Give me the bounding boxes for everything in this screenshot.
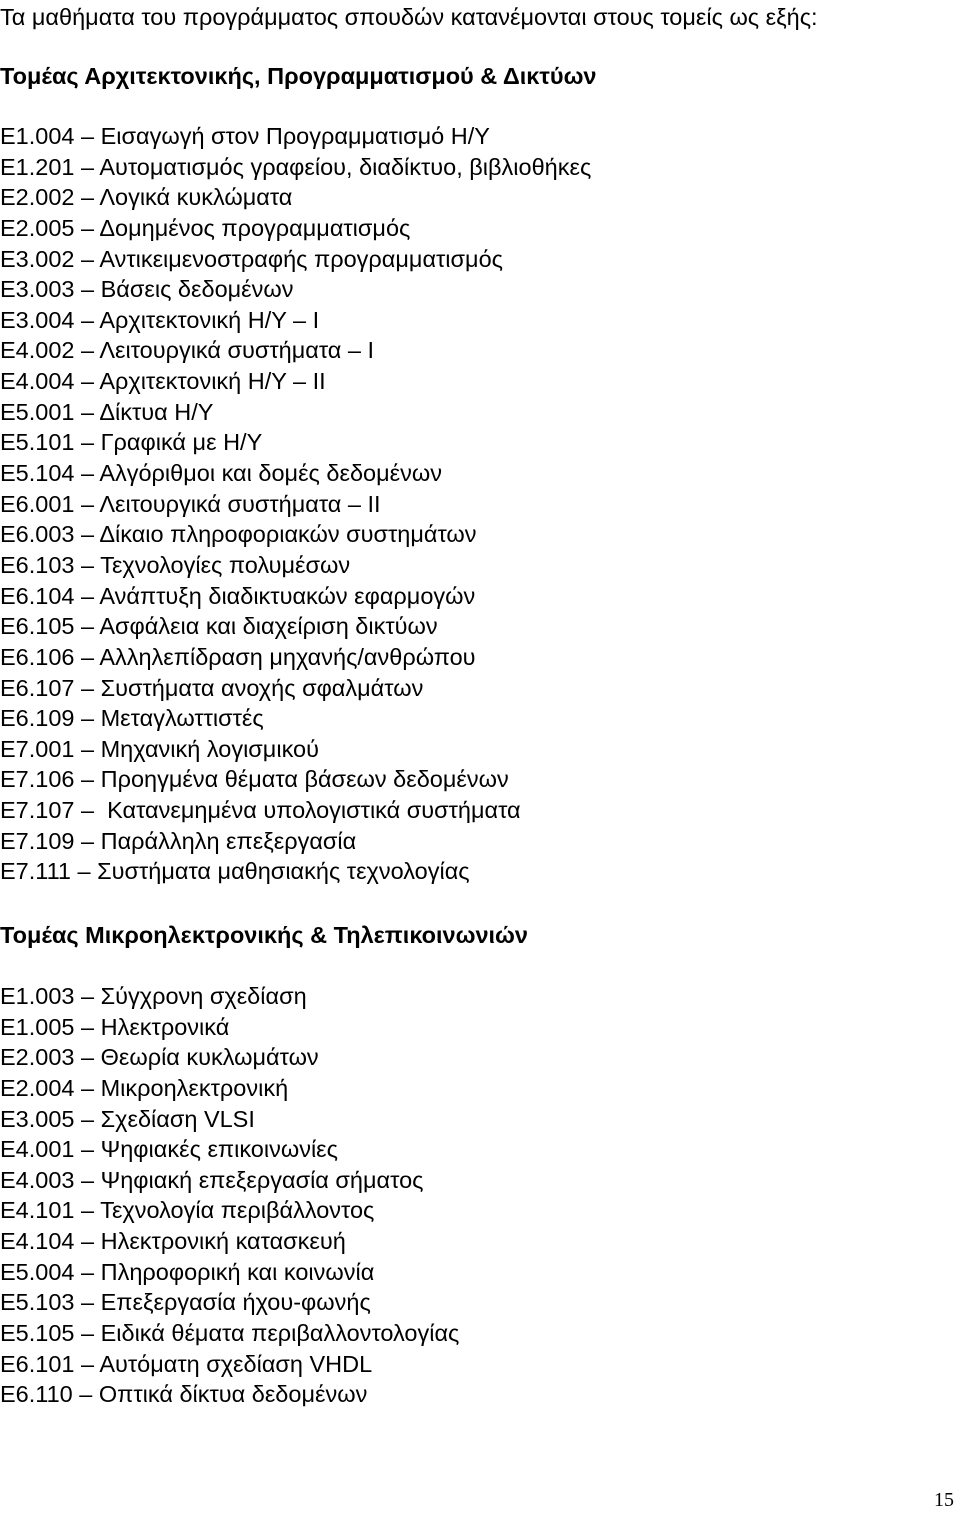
course-list-architecture [0,121,591,887]
course-item: Ε2.003 – Θεωρία κυκλωμάτων [0,1044,319,1071]
course-item: Ε5.001 – Δίκτυα Η/Υ [0,398,214,425]
course-item: Ε6.109 – Μεταγλωττιστές [0,705,264,732]
course-item: Ε5.101 – Γραφικά με Η/Υ [0,429,263,456]
course-item: Ε4.104 – Ηλεκτρονική κατασκευή [0,1228,346,1255]
course-item: Ε5.004 – Πληροφορική και κοινωνία [0,1258,375,1285]
course-item: Ε3.003 – Βάσεις δεδομένων [0,276,294,303]
course-item: Ε1.201 – Αυτοματισμός γραφείου, διαδίκτυο, βιβλιοθήκες [0,153,592,180]
course-item: Ε6.107 – Συστήματα ανοχής σφαλμάτων [0,674,424,701]
course-item: Ε1.005 – Ηλεκτρονικά [0,1013,230,1040]
course-item: Ε6.001 – Λειτουργικά συστήματα – ΙΙ [0,490,381,517]
intro-text: Τα μαθήματα του προγράμματος σπουδών κατανέμονται στους τομείς ως εξής: [0,4,818,30]
course-item: Ε7.111 – Συστήματα μαθησιακής τεχνολογίας [0,858,470,885]
course-list-microelectronics [0,981,459,1410]
course-item: Ε6.101 – Αυτόματη σχεδίαση VHDL [0,1350,373,1377]
course-item: Ε1.003 – Σύγχρονη σχεδίαση [0,983,307,1009]
section-heading-architecture: Τομέας Αρχιτεκτονικής, Προγραμματισμού & Δικτύων [0,63,597,89]
course-item: Ε7.001 – Μηχανική λογισμικού [0,735,319,762]
course-item: Ε2.002 – Λογικά κυκλώματα [0,184,293,211]
course-item: Ε1.004 – Εισαγωγή στον Προγραμματισμό Η/Υ [0,123,490,149]
course-item: Ε6.003 – Δίκαιο πληροφοριακών συστημάτων [0,521,477,548]
section-heading-microelectronics: Τομέας Μικροηλεκτρονικής & Τηλεπικοινωνιών [0,922,528,948]
course-item: Ε7.109 – Παράλληλη επεξεργασία [0,827,357,854]
course-item: Ε6.103 – Τεχνολογίες πολυμέσων [0,551,351,578]
course-item: Ε7.107 – Κατανεμημένα υπολογιστικά συστήματα [0,797,521,824]
course-item: Ε2.004 – Μικροηλεκτρονική [0,1074,289,1101]
course-item: Ε2.005 – Δομημένος προγραμματισμός [0,214,411,241]
course-item: Ε4.003 – Ψηφιακή επεξεργασία σήματος [0,1166,424,1193]
course-item: Ε6.106 – Αλληλεπίδραση μηχανής/ανθρώπου [0,643,476,670]
course-item: Ε4.002 – Λειτουργικά συστήματα – Ι [0,337,375,364]
course-item: Ε4.101 – Τεχνολογία περιβάλλοντος [0,1197,375,1224]
course-item: Ε3.005 – Σχεδίαση VLSI [0,1105,255,1132]
course-item: Ε4.001 – Ψηφιακές επικοινωνίες [0,1136,338,1163]
course-item: Ε4.004 – Αρχιτεκτονική Η/Υ – ΙΙ [0,368,326,395]
course-item: Ε3.002 – Αντικειμενοστραφής προγραμματισμός [0,245,503,272]
page-number: 15 [934,1489,954,1511]
course-item: Ε5.105 – Ειδικά θέματα περιβαλλοντολογίας [0,1320,460,1347]
course-item: Ε6.104 – Ανάπτυξη διαδικτυακών εφαρμογών [0,582,476,609]
course-item: Ε5.104 – Αλγόριθμοι και δομές δεδομένων [0,460,442,487]
course-item: Ε5.103 – Επεξεργασία ήχου-φωνής [0,1289,371,1316]
course-item: Ε3.004 – Αρχιτεκτονική Η/Υ – Ι [0,306,320,333]
course-item: Ε7.106 – Προηγμένα θέματα βάσεων δεδομένων [0,766,509,793]
course-item: Ε6.105 – Ασφάλεια και διαχείριση δικτύων [0,613,438,640]
course-item: Ε6.110 – Οπτικά δίκτυα δεδομένων [0,1381,368,1408]
